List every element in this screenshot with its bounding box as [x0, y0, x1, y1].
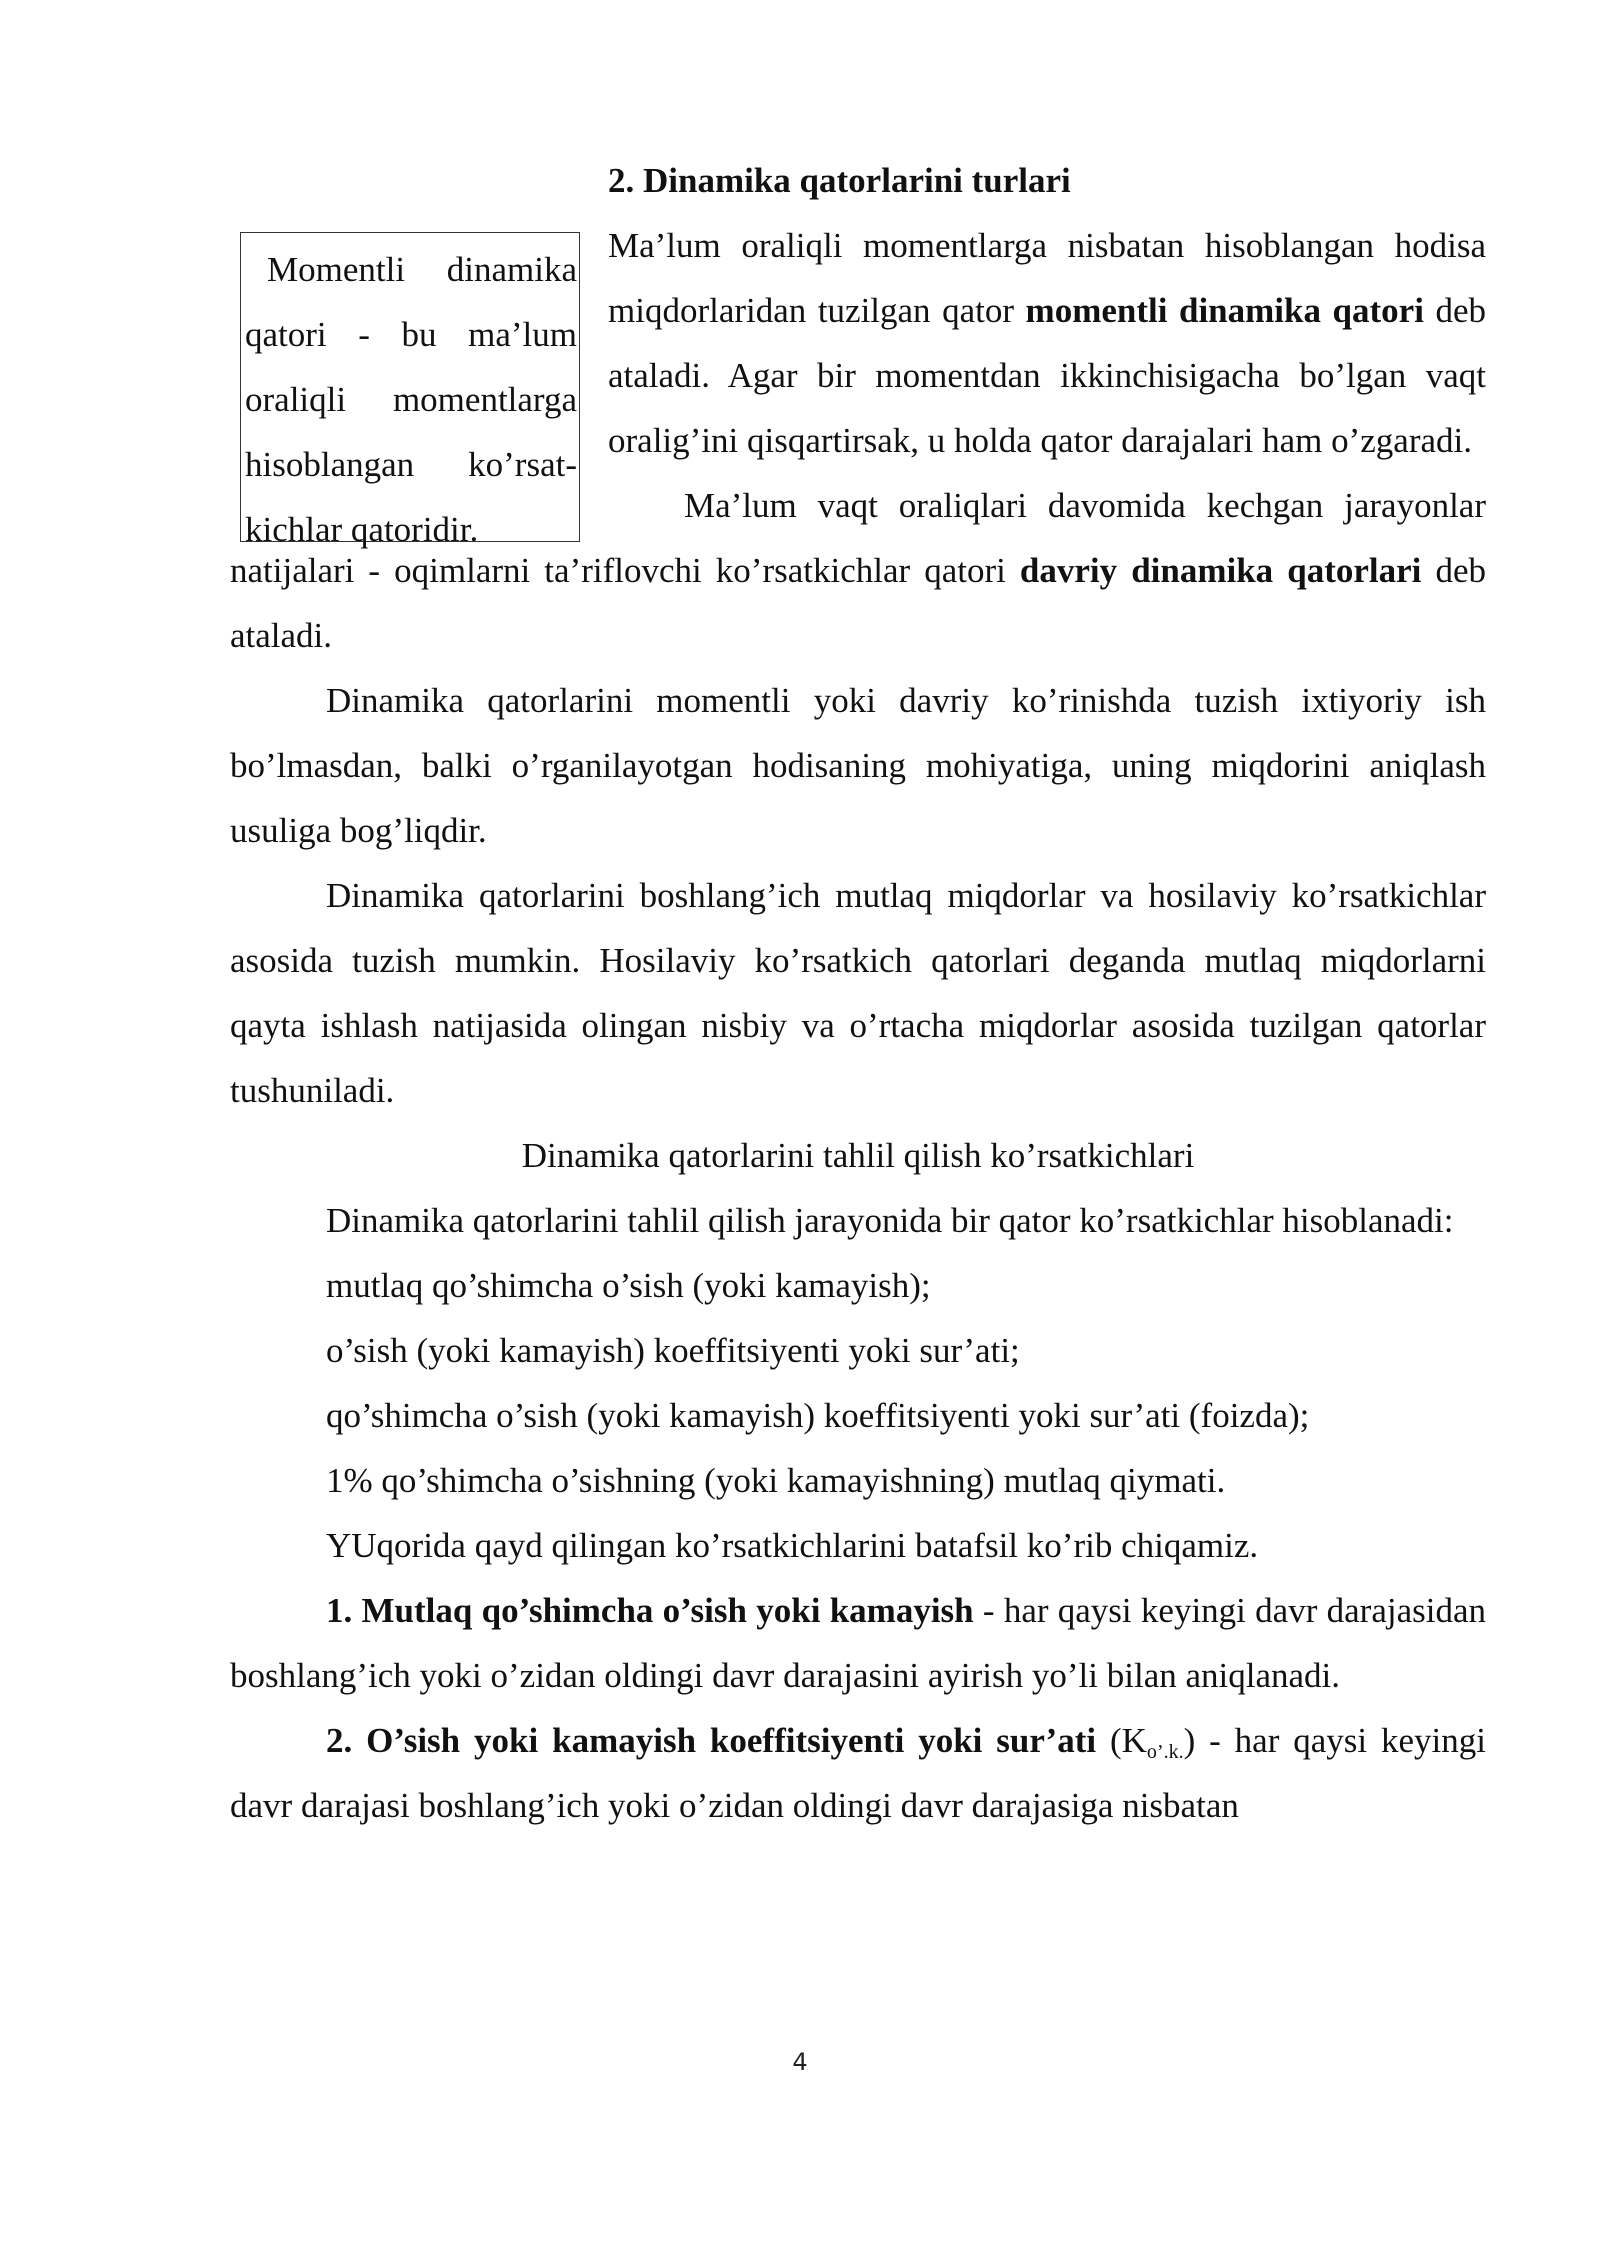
paragraph-7 — [230, 1578, 1486, 1708]
page-number: 4 — [792, 2048, 808, 2076]
p8-symbol: K — [1121, 1721, 1147, 1760]
definition-sidebox: Momentli dinamika qatori - bu ma’lum oraliqli momentlarga hisoblangan ko’rsat-kichlar qatoridir. — [240, 232, 580, 542]
p8-term: 2. O’sish yoki kamayish koeffitsiyenti yoki sur’ati — [326, 1721, 1097, 1760]
p1-text-c: deb ataladi. Agar bir momentdan ikkinchisigacha bo’lgan vaqt oralig’ini qisqartirsak, u holda qator darajalari ham o’zgaradi. — [608, 291, 1486, 460]
p2-text-c: deb ataladi. — [230, 551, 1486, 655]
paragraph-momentli — [608, 213, 1486, 473]
body-text — [230, 148, 1486, 1838]
list-item: o’sish (yoki kamayish) koeffitsiyenti yoki sur’ati; — [326, 1331, 1020, 1370]
section-heading: 2. Dinamika qatorlarini turlari — [608, 161, 1071, 200]
paragraph-5: Dinamika qatorlarini tahlil qilish jarayonida bir qator ko’rsatkichlar hisoblanadi: — [326, 1201, 1454, 1240]
p8-subscript: o’.k. — [1146, 1741, 1184, 1763]
list-item: qo’shimcha o’sish (yoki kamayish) koeffitsiyenti yoki sur’ati (foizda); — [326, 1396, 1310, 1435]
list-item: mutlaq qo’shimcha o’sish (yoki kamayish); — [326, 1266, 931, 1305]
p8-text: - har qaysi keyingi davr darajasi boshlang’ich yoki o’zidan oldingi davr darajasiga nisbatan — [230, 1721, 1486, 1825]
subheading: Dinamika qatorlarini tahlil qilish ko’rsatkichlari — [521, 1136, 1195, 1175]
paragraph-davriy — [230, 473, 1486, 668]
p7-text: - har qaysi keyingi davr darajasidan boshlang’ich yoki o’zidan oldingi davr darajasini ayirish yo’li bilan aniqlanadi. — [230, 1591, 1486, 1695]
paragraph-3: Dinamika qatorlarini momentli yoki davriy ko’rinishda tuzish ixtiyoriy ish bo’lmasdan, balki o’rganilayotgan hodisaning mohiyatiga, uning miqdorini aniqlash usuliga bog’liqdir. — [230, 681, 1486, 850]
p1-term: momentli dinamika qatori — [1025, 291, 1424, 330]
p2-term: davriy dinamika qatorlari — [1019, 551, 1422, 590]
p1-text-a: Ma’lum oraliqli momentlarga nisbatan hisoblangan hodisa miqdorlaridan tuzilgan qator — [608, 226, 1486, 330]
paragraph-8: 2. O’sish yoki kamayish koeffitsiyenti yoki sur’ati $(K_{o’.k.})$ - har qaysi keyingi davr darajasi boshlang’ich yoki o’zidan oldingi davr darajasiga nisbatan — [230, 1721, 1486, 1825]
p7-term: 1. Mutlaq qo’shimcha o’sish yoki kamayish — [326, 1591, 974, 1630]
p2-text-a: Ma’lum vaqt oraliqlari davomida kechgan jarayonlar natijalari - oqimlarni ta’riflovchi ko’rsatkichlar qatori — [230, 486, 1486, 590]
paragraph-6: YUqorida qayd qilingan ko’rsatkichlarini batafsil ko’rib chiqamiz. — [326, 1526, 1259, 1565]
list-item: 1% qo’shimcha o’sishning (yoki kamayishning) mutlaq qiymati. — [326, 1461, 1226, 1500]
paragraph-4: Dinamika qatorlarini boshlang’ich mutlaq miqdorlar va hosilaviy ko’rsatkichlar asosida tuzish mumkin. Hosilaviy ko’rsatkich qatorlari deganda mutlaq miqdorlarni qayta ishlash natijasida olingan nisbiy va o’rtacha miqdorlar asosida tuzilgan qatorlar tushuniladi. — [230, 876, 1486, 1110]
